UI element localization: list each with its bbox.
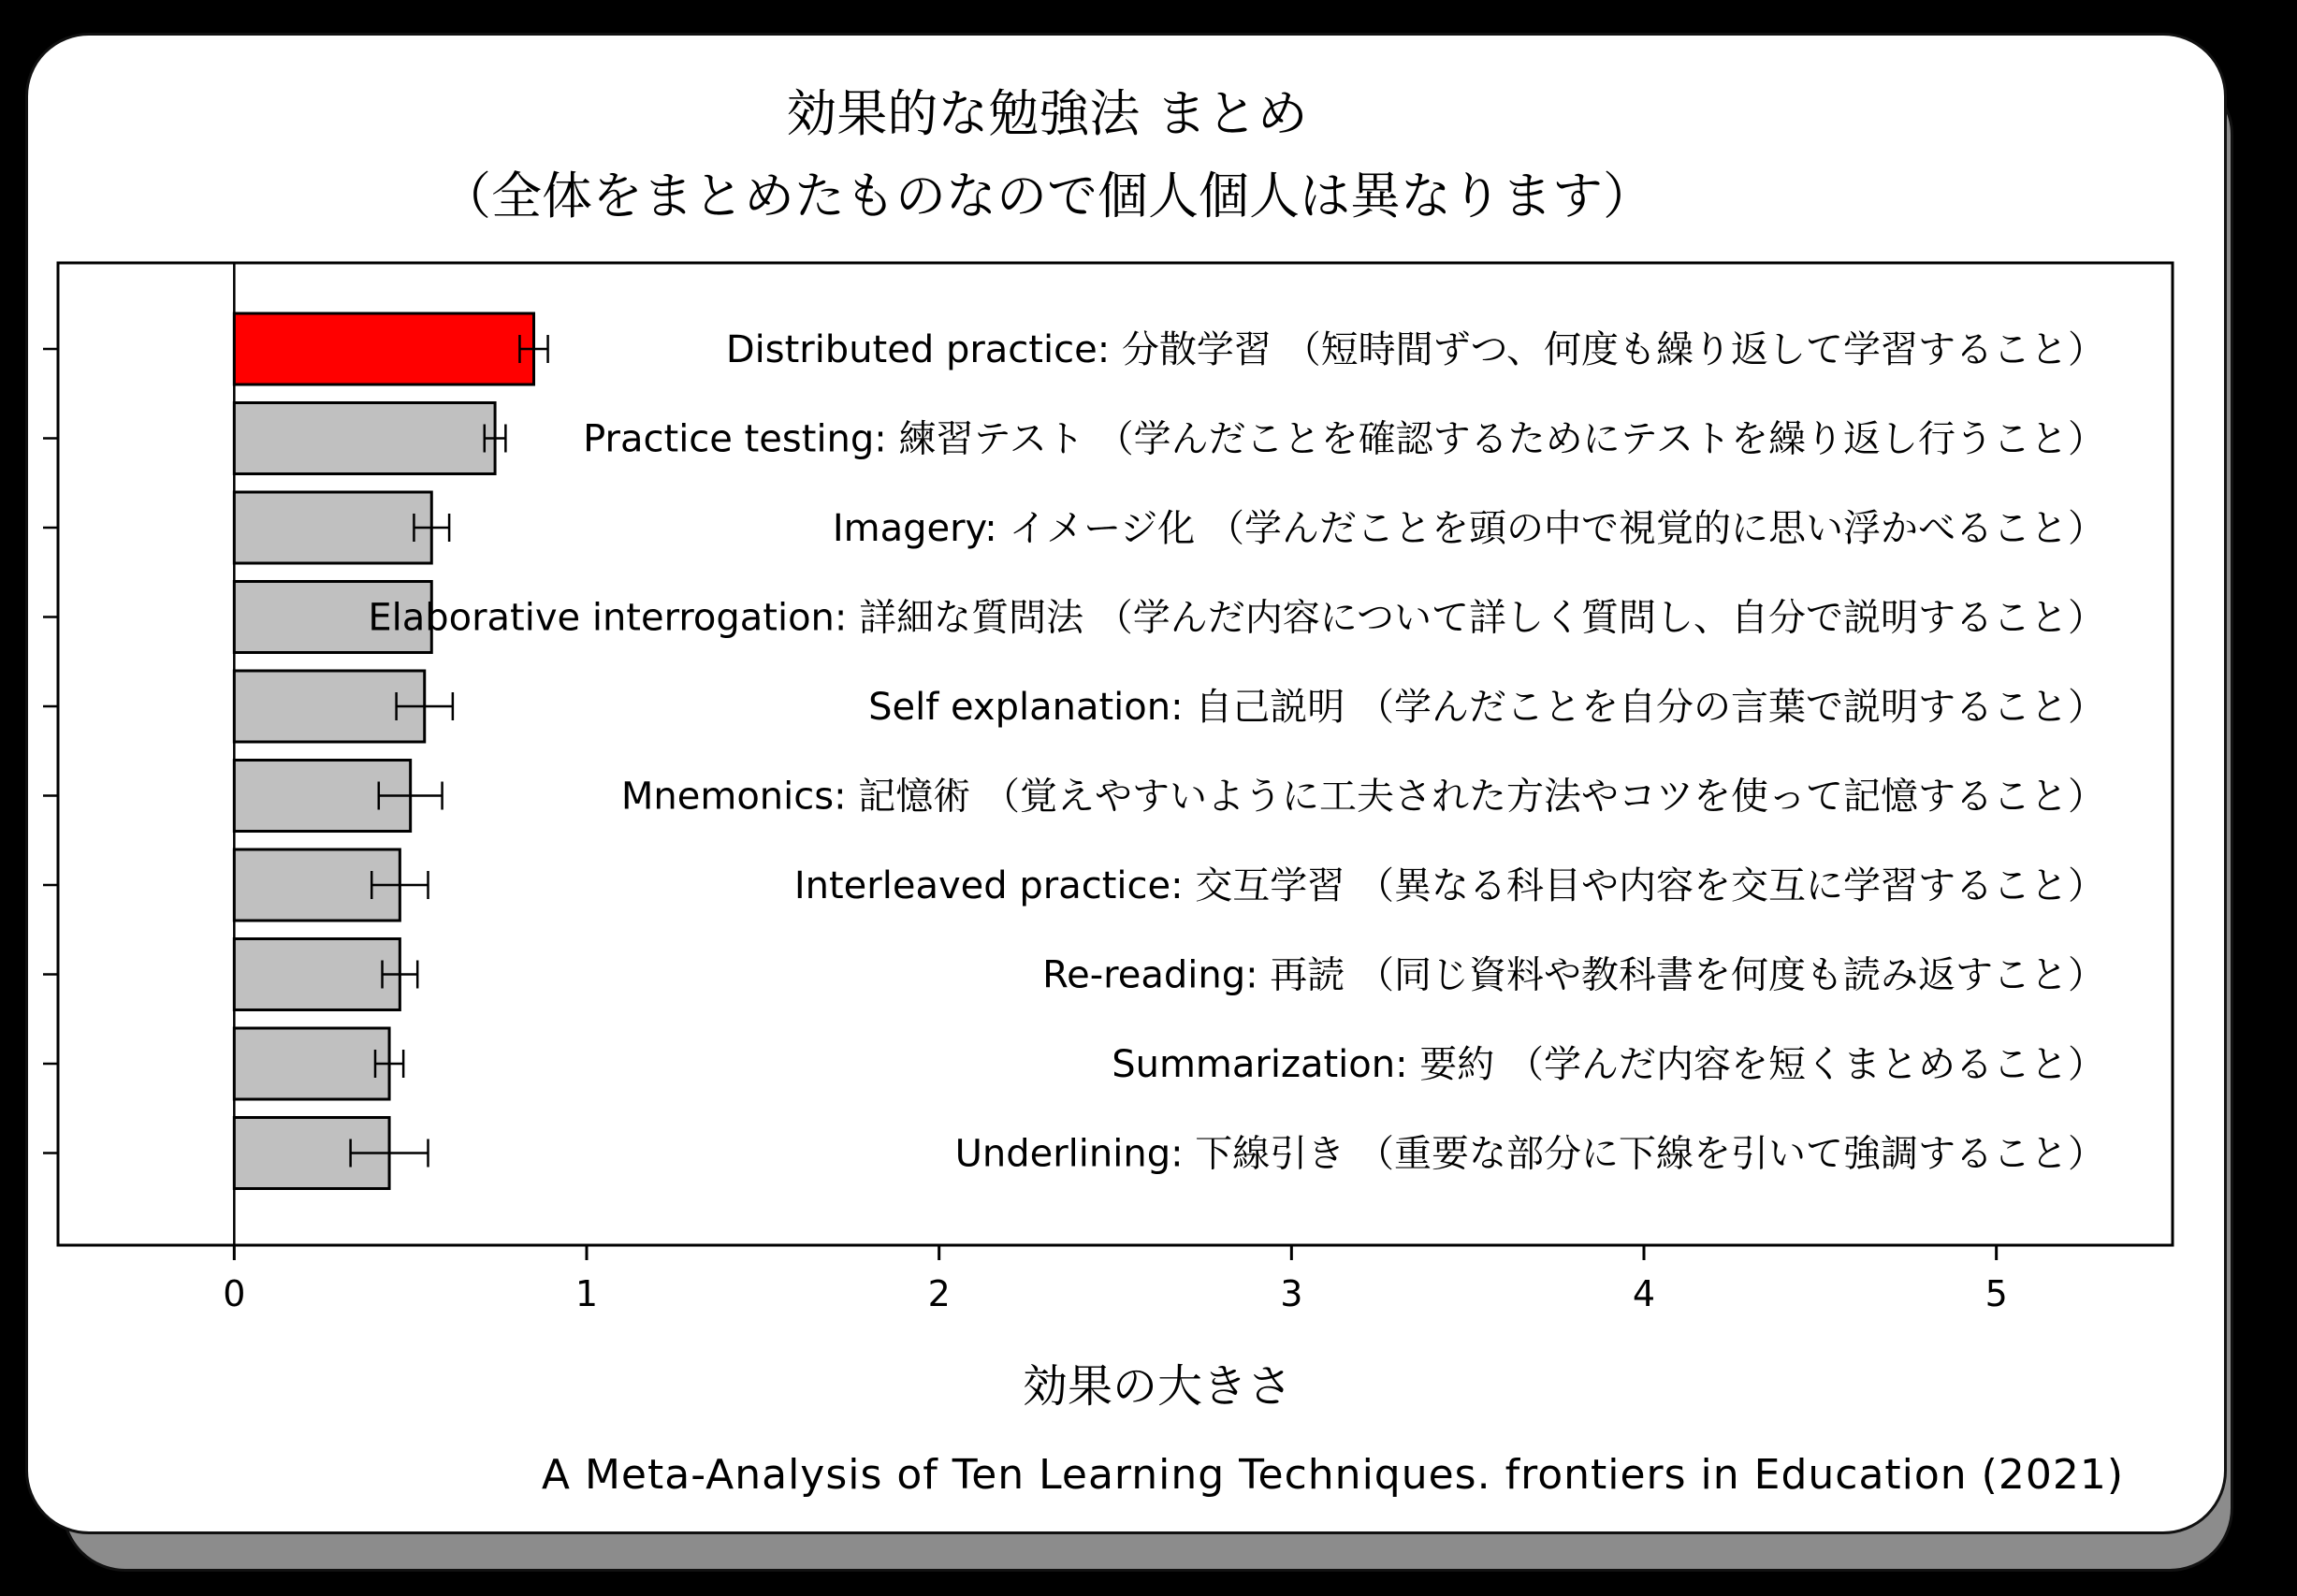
- x-tick-label: 4: [1632, 1273, 1656, 1314]
- bar: [234, 1028, 389, 1099]
- category-label: Distributed practice: 分散学習 （短時間ずつ、何度も繰り返して学習すること）: [725, 328, 2105, 371]
- bar-highlighted: [234, 313, 533, 384]
- x-tick-label: 0: [223, 1273, 246, 1314]
- category-label: Imagery: イメージ化 （学んだことを頭の中で視覚的に思い浮かべること）: [832, 507, 2105, 550]
- chart-subtitle: （全体をまとめたものなので個人個人は異なります）: [441, 167, 1653, 225]
- x-tick-label: 3: [1280, 1273, 1303, 1314]
- bar: [234, 492, 431, 563]
- category-label: Summarization: 要約 （学んだ内容を短くまとめること）: [1112, 1043, 2105, 1086]
- x-tick-label: 1: [574, 1273, 599, 1314]
- x-axis-label: 効果の大きさ: [1022, 1360, 1293, 1413]
- category-label: Self explanation: 自己説明 （学んだことを自分の言葉で説明すること）: [868, 686, 2105, 729]
- bar: [234, 403, 495, 474]
- category-label: Interleaved practice: 交互学習 （異なる科目や内容を交互に学習すること）: [793, 864, 2105, 907]
- source-citation: A Meta-Analysis of Ten Learning Techniques. frontiers in Education (2021): [541, 1451, 2124, 1499]
- x-tick-label: 2: [927, 1273, 951, 1314]
- bar: [234, 939, 400, 1010]
- category-label: Re-reading: 再読 （同じ資料や教科書を何度も読み返すこと）: [1042, 953, 2105, 997]
- x-tick-label: 5: [1984, 1273, 2008, 1314]
- category-label: Practice testing: 練習テスト （学んだことを確認するためにテストを繰り返し行うこと）: [583, 417, 2105, 461]
- category-label: Mnemonics: 記憶術 （覚えやすいように工夫された方法やコツを使って記憶すること）: [620, 775, 2105, 819]
- category-label: Underlining: 下線引き （重要な部分に下線を引いて強調すること）: [954, 1132, 2105, 1176]
- category-label: Elaborative interrogation: 詳細な質問法 （学んだ内容について詳しく質問し、自分で説明すること）: [368, 596, 2105, 640]
- chart-title: 効果的な勉強法 まとめ: [786, 84, 1308, 143]
